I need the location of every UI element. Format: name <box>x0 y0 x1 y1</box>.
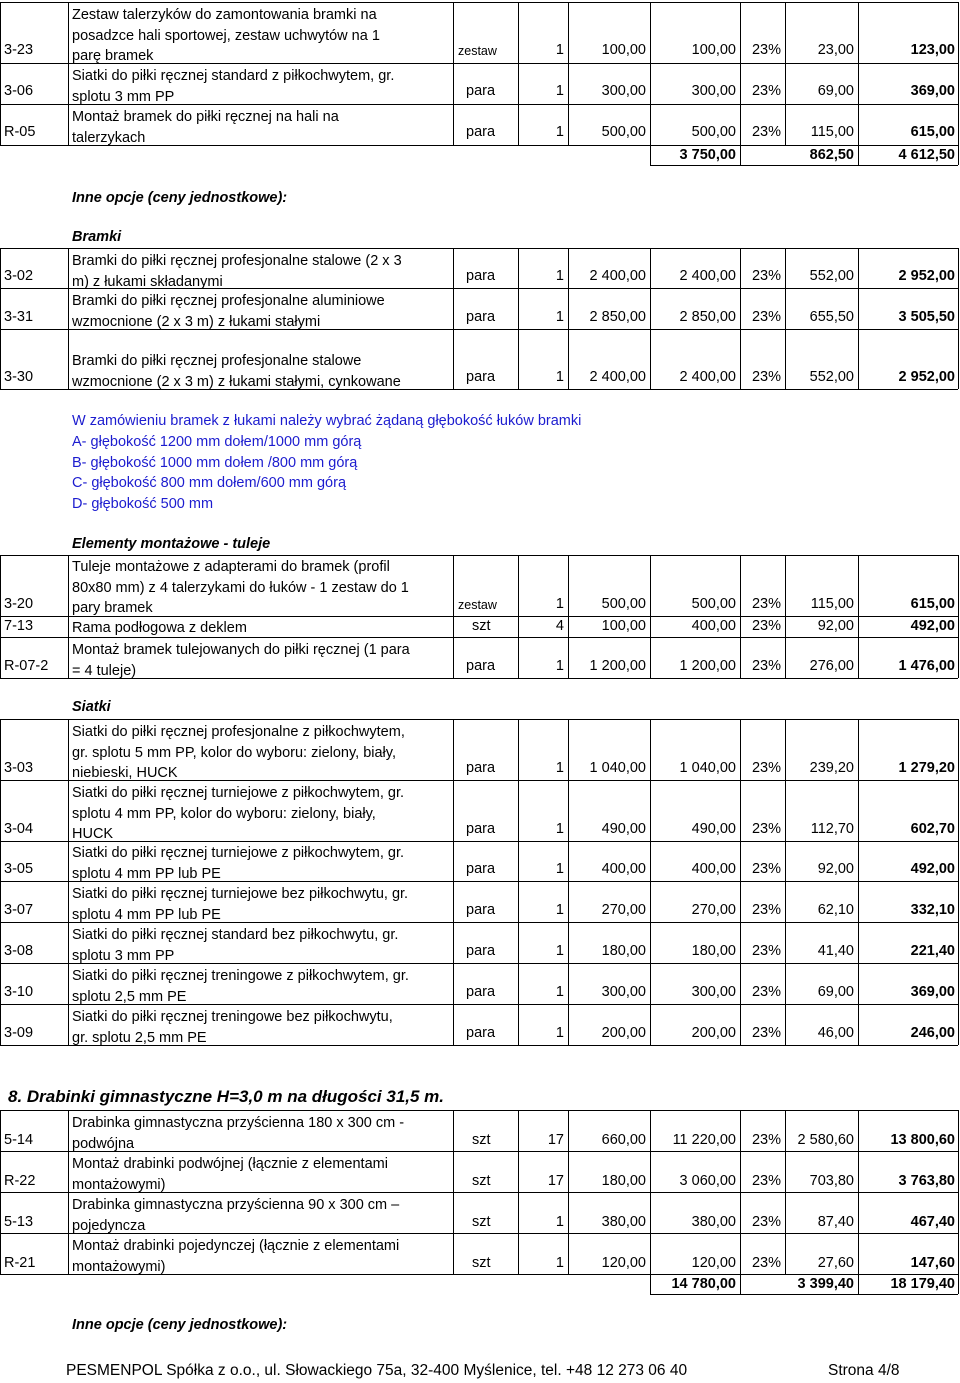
row-description: Drabinka gimnastyczna przyścienna 180 x 300 cm - podwójna <box>72 1115 405 1152</box>
row-gross: 2 952,00 <box>898 369 955 385</box>
row-unit: para <box>466 902 496 918</box>
row-code: 3-02 <box>4 268 34 284</box>
row-description: Siatki do piłki ręcznej profesjonalne z piłkochwytem, gr. splotu 5 mm PP, kolor do wyboru: zielony, biały, niebieski, HUCK <box>72 724 405 781</box>
row-vat: 23% <box>751 268 781 284</box>
row-price: 180,00 <box>601 943 646 959</box>
row-net: 2 850,00 <box>679 309 736 325</box>
row-price: 120,00 <box>601 1255 646 1271</box>
row-net: 120,00 <box>691 1255 736 1271</box>
row-net: 2 400,00 <box>679 369 736 385</box>
row-code: 3-04 <box>4 821 34 837</box>
row-code: 5-14 <box>4 1132 34 1148</box>
row-unit: para <box>466 369 496 385</box>
row-vat-amount: 69,00 <box>817 984 854 1000</box>
row-price: 660,00 <box>601 1132 646 1148</box>
row-vat-amount: 115,00 <box>810 124 854 140</box>
row-gross: 467,40 <box>910 1214 955 1230</box>
row-description: Drabinka gimnastyczna przyścienna 90 x 300 cm – pojedyncza <box>72 1197 400 1234</box>
row-unit: para <box>466 943 496 959</box>
row-qty: 1 <box>555 124 564 140</box>
row-unit: szt <box>472 618 491 634</box>
row-net: 400,00 <box>691 861 736 877</box>
row-price: 500,00 <box>601 596 646 612</box>
row-unit: szt <box>472 1255 491 1271</box>
row-description: Bramki do piłki ręcznej profesjonalne stalowe wzmocnione (2 x 3 m) z łukami stałymi, cynkowane <box>72 353 401 390</box>
row-qty: 1 <box>555 984 564 1000</box>
row-unit: para <box>466 309 496 325</box>
row-vat: 23% <box>751 943 781 959</box>
row-gross: 3 505,50 <box>898 309 955 325</box>
row-code: 3-10 <box>4 984 34 1000</box>
total-net: 14 780,00 <box>671 1276 736 1292</box>
row-vat: 23% <box>751 861 781 877</box>
row-description: Siatki do piłki ręcznej standard z piłkochwytem, gr. splotu 3 mm PP <box>72 68 395 105</box>
row-net: 380,00 <box>691 1214 736 1230</box>
row-qty: 1 <box>555 658 564 674</box>
row-description: Montaż drabinki pojedynczej (łącznie z elementami montażowymi) <box>72 1238 400 1275</box>
row-unit: para <box>466 1025 496 1041</box>
row-vat: 23% <box>751 1025 781 1041</box>
row-qty: 1 <box>555 943 564 959</box>
row-unit: para <box>466 658 496 674</box>
row-net: 300,00 <box>691 83 736 99</box>
row-qty: 17 <box>547 1132 564 1148</box>
row-vat-amount: 552,00 <box>809 369 854 385</box>
row-description: Siatki do piłki ręcznej turniejowe z piłkochwytem, gr. splotu 4 mm PP lub PE <box>72 845 405 882</box>
total-gross: 4 612,50 <box>898 147 955 163</box>
row-gross: 1 279,20 <box>898 760 955 776</box>
row-code: 3-03 <box>4 760 34 776</box>
row-unit: zestaw <box>458 44 497 58</box>
total-vat-amount: 3 399,40 <box>797 1276 854 1292</box>
row-price: 300,00 <box>601 83 646 99</box>
row-vat-amount: 239,20 <box>809 760 854 776</box>
row-description: Montaż drabinki podwójnej (łącznie z elementami montażowymi) <box>72 1156 388 1193</box>
row-gross: 332,10 <box>910 902 955 918</box>
row-vat-amount: 92,00 <box>817 861 854 877</box>
row-vat-amount: 41,40 <box>817 943 854 959</box>
row-qty: 1 <box>555 1025 564 1041</box>
row-code: 3-20 <box>4 596 34 612</box>
row-vat: 23% <box>751 760 781 776</box>
group-heading-siatki: Siatki <box>72 699 111 715</box>
row-gross: 13 800,60 <box>890 1132 955 1148</box>
row-vat: 23% <box>751 618 781 634</box>
row-net: 1 200,00 <box>679 658 736 674</box>
row-unit: para <box>466 268 496 284</box>
row-vat: 23% <box>751 1132 781 1148</box>
other-options-heading: Inne opcje (ceny jednostkowe): <box>72 190 288 206</box>
row-description: Montaż bramek do piłki ręcznej na hali na talerzykach <box>72 109 339 146</box>
row-price: 2 400,00 <box>589 268 646 284</box>
row-description: Siatki do piłki ręcznej standard bez piłkochwytu, gr. splotu 3 mm PP <box>72 927 399 964</box>
row-vat-amount: 46,00 <box>817 1025 854 1041</box>
row-vat: 23% <box>751 596 781 612</box>
row-code: R-22 <box>4 1173 36 1189</box>
row-vat: 23% <box>751 42 781 58</box>
row-unit: szt <box>472 1132 491 1148</box>
row-gross: 369,00 <box>910 984 955 1000</box>
row-vat-amount: 112,70 <box>810 821 854 837</box>
row-vat: 23% <box>751 902 781 918</box>
row-code: 3-06 <box>4 83 34 99</box>
row-description: Rama podłogowa z deklem <box>72 620 247 636</box>
row-unit: para <box>466 984 496 1000</box>
row-description: Zestaw talerzyków do zamontowania bramki na posadzce hali sportowej, zestaw uchwytów na 1 parę bramek <box>72 7 380 64</box>
row-code: 3-31 <box>4 309 34 325</box>
row-code: R-07-2 <box>4 658 49 674</box>
row-net: 180,00 <box>691 943 736 959</box>
row-price: 200,00 <box>601 1025 646 1041</box>
row-gross: 2 952,00 <box>898 268 955 284</box>
row-net: 1 040,00 <box>679 760 736 776</box>
row-gross: 615,00 <box>910 124 955 140</box>
row-net: 490,00 <box>691 821 736 837</box>
row-qty: 1 <box>555 1255 564 1271</box>
row-description: Siatki do piłki ręcznej treningowe z piłkochwytem, gr. splotu 2,5 mm PE <box>72 968 409 1005</box>
row-qty: 1 <box>555 369 564 385</box>
row-net: 500,00 <box>691 124 736 140</box>
total-vat-amount: 862,50 <box>809 147 854 163</box>
row-unit: szt <box>472 1214 491 1230</box>
row-vat: 23% <box>751 309 781 325</box>
row-unit: para <box>466 83 496 99</box>
row-code: R-05 <box>4 124 36 140</box>
row-vat-amount: 87,40 <box>817 1214 854 1230</box>
row-description: Siatki do piłki ręcznej turniejowe z piłkochwytem, gr. splotu 4 mm PP, kolor do wyboru: zielony, biały, HUCK <box>72 785 405 842</box>
row-description: Tuleje montażowe z adapterami do bramek (profil 80x80 mm) z 4 talerzykami do łuków - 1 zestaw do 1 pary bramek <box>72 559 409 616</box>
row-net: 3 060,00 <box>679 1173 736 1189</box>
row-gross: 602,70 <box>910 821 955 837</box>
row-unit: para <box>466 760 496 776</box>
row-code: 3-08 <box>4 943 34 959</box>
row-price: 100,00 <box>601 42 646 58</box>
footer-company: PESMENPOL Spółka z o.o., ul. Słowackiego 75a, 32-400 Myślenice, tel. +48 12 273 06 40 <box>66 1362 688 1379</box>
row-net: 200,00 <box>691 1025 736 1041</box>
row-price: 1 200,00 <box>589 658 646 674</box>
row-vat: 23% <box>751 1173 781 1189</box>
group-heading-bramki: Bramki <box>72 229 122 245</box>
row-vat: 23% <box>751 821 781 837</box>
row-vat-amount: 276,00 <box>809 658 854 674</box>
row-description: Siatki do piłki ręcznej turniejowe bez piłkochwytu, gr. splotu 4 mm PP lub PE <box>72 886 409 923</box>
row-price: 400,00 <box>601 861 646 877</box>
row-net: 300,00 <box>691 984 736 1000</box>
row-net: 2 400,00 <box>679 268 736 284</box>
row-qty: 1 <box>555 902 564 918</box>
row-gross: 147,60 <box>910 1255 955 1271</box>
row-price: 100,00 <box>601 618 646 634</box>
row-net: 11 220,00 <box>672 1132 736 1148</box>
footer-page-number: Strona 4/8 <box>828 1362 900 1379</box>
row-qty: 1 <box>555 861 564 877</box>
total-net: 3 750,00 <box>679 147 736 163</box>
row-description: Siatki do piłki ręcznej treningowe bez piłkochwytu, gr. splotu 2,5 mm PE <box>72 1009 393 1046</box>
row-price: 380,00 <box>601 1214 646 1230</box>
row-net: 270,00 <box>691 902 736 918</box>
row-code: 5-13 <box>4 1214 34 1230</box>
group-heading-elementy: Elementy montażowe - tuleje <box>72 536 271 552</box>
row-unit: para <box>466 861 496 877</box>
row-vat-amount: 2 580,60 <box>797 1132 854 1148</box>
depth-note: W zamówieniu bramek z łukami należy wybrać żądaną głębokość łuków bramki A- głębokość 1200 mm dołem/1000 mm górą B- głębokość 1000 mm dołem /800 mm górą C- głębokość 800 mm dołem/600 mm górą D- głębokość 500 mm <box>72 413 582 513</box>
row-code: 7-13 <box>4 618 34 634</box>
row-qty: 1 <box>555 596 564 612</box>
row-qty: 17 <box>547 1173 564 1189</box>
row-unit: para <box>466 821 496 837</box>
row-net: 500,00 <box>691 596 736 612</box>
row-vat: 23% <box>751 83 781 99</box>
row-vat: 23% <box>751 124 781 140</box>
row-unit: zestaw <box>458 598 497 612</box>
total-gross: 18 179,40 <box>890 1276 955 1292</box>
row-qty: 1 <box>555 760 564 776</box>
row-gross: 1 476,00 <box>898 658 955 674</box>
row-qty: 4 <box>555 618 564 634</box>
row-description: Montaż bramek tulejowanych do piłki ręcznej (1 para = 4 tuleje) <box>72 642 410 679</box>
row-vat-amount: 69,00 <box>817 83 854 99</box>
row-vat: 23% <box>751 984 781 1000</box>
row-price: 300,00 <box>601 984 646 1000</box>
row-gross: 123,00 <box>910 42 955 58</box>
row-net: 100,00 <box>691 42 736 58</box>
row-qty: 1 <box>555 821 564 837</box>
row-gross: 3 763,80 <box>898 1173 955 1189</box>
row-qty: 1 <box>555 309 564 325</box>
row-price: 270,00 <box>601 902 646 918</box>
row-code: 3-23 <box>4 42 34 58</box>
row-net: 400,00 <box>691 618 736 634</box>
row-gross: 369,00 <box>910 83 955 99</box>
row-code: 3-09 <box>4 1025 34 1041</box>
row-unit: szt <box>472 1173 491 1189</box>
row-vat-amount: 655,50 <box>809 309 854 325</box>
row-vat-amount: 703,80 <box>809 1173 854 1189</box>
section-title: 8. Drabinki gimnastyczne H=3,0 m na długości 31,5 m. <box>8 1087 445 1106</box>
row-vat-amount: 115,00 <box>810 596 854 612</box>
row-gross: 246,00 <box>910 1025 955 1041</box>
row-vat-amount: 27,60 <box>817 1255 854 1271</box>
row-qty: 1 <box>555 42 564 58</box>
row-code: R-21 <box>4 1255 36 1271</box>
row-qty: 1 <box>555 1214 564 1230</box>
row-vat: 23% <box>751 369 781 385</box>
row-vat: 23% <box>751 1255 781 1271</box>
row-gross: 492,00 <box>910 861 955 877</box>
row-price: 180,00 <box>601 1173 646 1189</box>
row-code: 3-07 <box>4 902 34 918</box>
row-vat-amount: 552,00 <box>809 268 854 284</box>
row-code: 3-30 <box>4 369 34 385</box>
row-vat: 23% <box>751 1214 781 1230</box>
row-price: 2 400,00 <box>589 369 646 385</box>
other-options-heading: Inne opcje (ceny jednostkowe): <box>72 1317 288 1333</box>
row-gross: 492,00 <box>910 618 955 634</box>
row-code: 3-05 <box>4 861 34 877</box>
row-price: 1 040,00 <box>589 760 646 776</box>
row-price: 490,00 <box>601 821 646 837</box>
row-qty: 1 <box>555 83 564 99</box>
row-vat: 23% <box>751 658 781 674</box>
row-vat-amount: 23,00 <box>817 42 854 58</box>
row-unit: para <box>466 124 496 140</box>
row-description: Bramki do piłki ręcznej profesjonalne aluminiowe wzmocnione (2 x 3 m) z łukami stałymi <box>72 293 385 330</box>
row-gross: 221,40 <box>910 943 955 959</box>
row-price: 2 850,00 <box>589 309 646 325</box>
row-vat-amount: 62,10 <box>817 902 854 918</box>
row-gross: 615,00 <box>910 596 955 612</box>
row-price: 500,00 <box>601 124 646 140</box>
row-description: Bramki do piłki ręcznej profesjonalne stalowe (2 x 3 m) z łukami składanymi <box>72 253 402 290</box>
row-vat-amount: 92,00 <box>817 618 854 634</box>
row-qty: 1 <box>555 268 564 284</box>
